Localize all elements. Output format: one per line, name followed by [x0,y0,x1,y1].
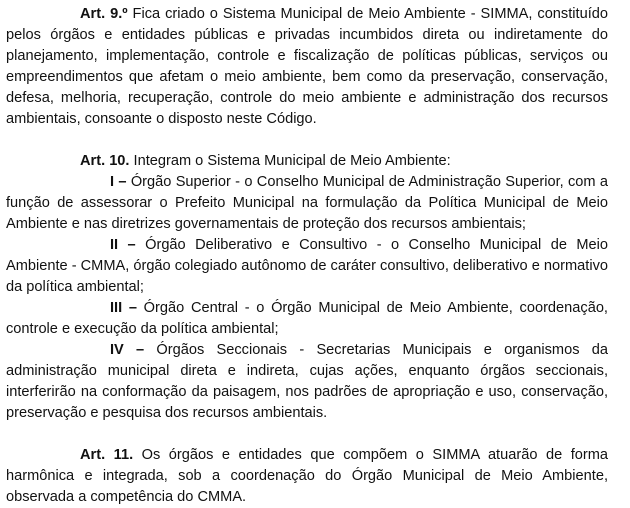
article-10-label: Art. 10. [80,153,130,169]
article-10-item-iii [6,298,608,340]
article-10 [6,151,608,172]
article-9 [6,4,608,130]
item-text: Órgão Central - o Órgão Municipal de Meio Ambiente, coordenação, controle e execução da política ambiental; [6,300,608,337]
article-10-item-ii [6,235,608,298]
article-11 [6,445,608,508]
article-11-text: Os órgãos e entidades que compõem o SIMMA atuarão de forma harmônica e integrada, sob a coordenação do Órgão Municipal de Meio Ambiente, observada a competência do CMMA. [6,447,608,505]
article-9-text: Fica criado o Sistema Municipal de Meio Ambiente - SIMMA, constituído pelos órgãos e entidades públicas e privadas incumbidos direta ou indiretamente do planejamento, implementação, controle e fiscalização de políticas públicas, serviços ou empreendimentos que afetam o meio ambiente, bem como da preservação, conservação, defesa, melhoria, recuperação, controle do meio ambiente e administração dos recursos ambientais, consoante o disposto neste Código. [6,6,608,127]
article-11-label: Art. 11. [80,447,134,463]
article-10-text: Integram o Sistema Municipal de Meio Ambiente: [129,153,451,169]
item-numeral: I – [110,174,127,190]
item-text: Órgão Deliberativo e Consultivo - o Conselho Municipal de Meio Ambiente - CMMA, órgão colegiado autônomo de caráter consultivo, deliberativo e normativo da política ambiental; [6,237,609,295]
article-10-item-iv [6,340,608,424]
article-9-label: Art. 9.º [80,6,128,22]
item-text: Órgãos Seccionais - Secretarias Municipais e organismos da administração municipal direta e indireta, cujas ações, enquanto órgãos seccionais, interferirão na conformação da paisagem, nos padrões de apropriação e uso, conservação, preservação e pesquisa dos recursos ambientais. [6,342,608,421]
article-10-item-i [6,172,608,235]
item-numeral: IV – [110,342,145,358]
item-numeral: III – [110,300,137,316]
item-text: Órgão Superior - o Conselho Municipal de Administração Superior, com a função de assessorar o Prefeito Municipal na formulação da Política Municipal de Meio Ambiente e nas diretrizes governamentais de proteção dos recursos ambientais; [6,174,609,232]
item-numeral: II – [110,237,136,253]
